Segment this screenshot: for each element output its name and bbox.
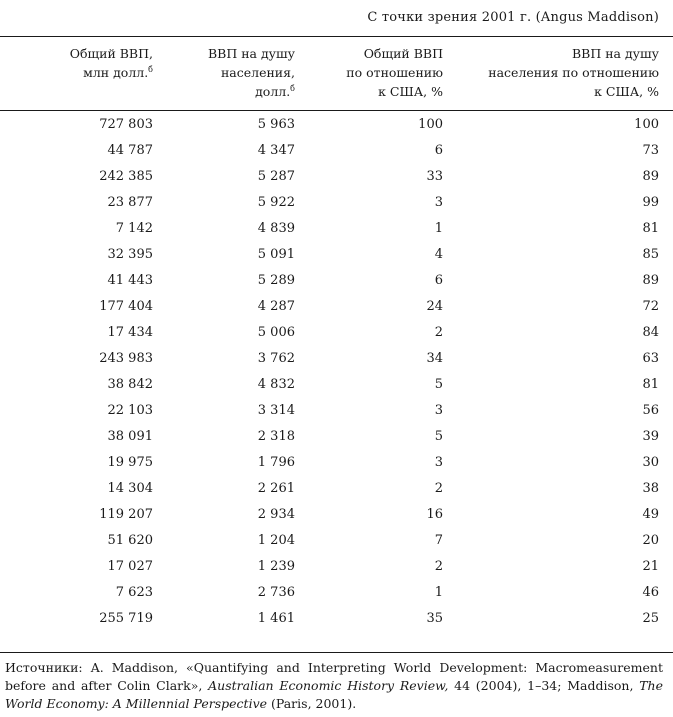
journal-title: Australian Economic History Review, <box>208 678 449 693</box>
header-rule <box>0 110 673 111</box>
table-cell: 84 <box>642 325 659 340</box>
book-title: The World Economy: A Millennial Perspective <box>5 678 664 711</box>
table-cell: 255 719 <box>99 611 153 626</box>
footnote-marker: б <box>290 83 295 93</box>
header-line: к США, % <box>594 84 659 99</box>
header-line: Общий ВВП, <box>69 46 153 61</box>
table-cell: 35 <box>426 611 443 626</box>
table-cell: 21 <box>642 559 659 574</box>
table-cell: 16 <box>426 507 443 522</box>
sources-note <box>5 659 663 713</box>
table-cell: 4 832 <box>257 377 295 392</box>
header-line: по отношению <box>346 65 443 80</box>
table-cell: 5 289 <box>257 273 295 288</box>
table-cell: 23 877 <box>107 195 153 210</box>
top-rule <box>0 36 673 37</box>
table-cell: 22 103 <box>107 403 153 418</box>
table-cell: 1 461 <box>257 611 295 626</box>
table-cell: 100 <box>634 117 659 132</box>
table-cell: 32 395 <box>107 247 153 262</box>
table-cell: 81 <box>642 221 659 236</box>
header-gdp-per-capita <box>208 44 295 101</box>
table-row <box>0 608 673 634</box>
table-cell: 33 <box>426 169 443 184</box>
table-cell: 72 <box>642 299 659 314</box>
table-row <box>0 296 673 322</box>
table-cell: 6 <box>434 143 443 158</box>
header-line-text: долл. <box>255 84 291 99</box>
table-cell: 119 207 <box>99 507 153 522</box>
table-cell: 7 <box>434 533 443 548</box>
table-cell: 3 <box>434 195 443 210</box>
header-line: к США, % <box>378 84 443 99</box>
table-cell: 30 <box>642 455 659 470</box>
table-cell: 1 239 <box>257 559 295 574</box>
table-cell: 727 803 <box>99 117 153 132</box>
table-cell: 19 975 <box>107 455 153 470</box>
table-cell: 2 <box>434 559 443 574</box>
header-line: населения по отношению <box>488 65 659 80</box>
table-cell: 44 787 <box>107 143 153 158</box>
table-cell: 7 623 <box>115 585 153 600</box>
table-cell: 6 <box>434 273 443 288</box>
sources-text: (Paris, 2001). <box>267 696 357 711</box>
table-cell: 85 <box>642 247 659 262</box>
table-row <box>0 530 673 556</box>
table-row <box>0 348 673 374</box>
header-line: ВВП на душу <box>207 46 295 61</box>
table-row <box>0 270 673 296</box>
table-cell: 2 <box>434 481 443 496</box>
table-cell: 3 314 <box>257 403 295 418</box>
table-row <box>0 114 673 140</box>
table-cell: 4 287 <box>257 299 295 314</box>
table-cell: 177 404 <box>99 299 153 314</box>
footnote-marker: б <box>148 64 153 74</box>
table-cell: 56 <box>642 403 659 418</box>
table-cell: 4 347 <box>257 143 295 158</box>
header-line <box>208 82 295 101</box>
header-line: Общий ВВП <box>363 46 443 61</box>
bottom-rule <box>0 652 673 653</box>
table-cell: 5 287 <box>257 169 295 184</box>
table-cell: 5 <box>434 429 443 444</box>
table-cell: 17 434 <box>107 325 153 340</box>
table-cell: 89 <box>642 169 659 184</box>
table-cell: 1 796 <box>257 455 295 470</box>
table-cell: 14 304 <box>107 481 153 496</box>
header-gdp-per-capita-vs-usa <box>488 44 659 101</box>
sources-text: Источники: A. Maddison, «Quantifying and Interpreting World Development: Macromeasurement before and after Colin Clark», <box>5 660 663 693</box>
table-row <box>0 556 673 582</box>
table-row <box>0 400 673 426</box>
table-cell: 38 <box>642 481 659 496</box>
table-cell: 38 091 <box>107 429 153 444</box>
table-row <box>0 244 673 270</box>
table-cell: 1 <box>434 585 443 600</box>
table-cell: 5 091 <box>257 247 295 262</box>
table-cell: 39 <box>642 429 659 444</box>
table-cell: 2 <box>434 325 443 340</box>
table-cell: 25 <box>642 611 659 626</box>
table-cell: 3 <box>434 403 443 418</box>
header-total-gdp <box>70 44 153 82</box>
table-body <box>0 114 673 634</box>
table-cell: 81 <box>642 377 659 392</box>
table-cell: 2 934 <box>257 507 295 522</box>
table-cell: 99 <box>642 195 659 210</box>
table-cell: 41 443 <box>107 273 153 288</box>
sources-text: 44 (2004), 1–34; Maddison, <box>448 678 640 693</box>
table-cell: 5 963 <box>257 117 295 132</box>
header-line <box>70 63 153 82</box>
table-cell: 2 318 <box>257 429 295 444</box>
table-row <box>0 478 673 504</box>
table-cell: 3 762 <box>257 351 295 366</box>
table-cell: 4 <box>434 247 443 262</box>
table-cell: 4 839 <box>257 221 295 236</box>
table-row <box>0 218 673 244</box>
table-cell: 17 027 <box>107 559 153 574</box>
table-cell: 1 <box>434 221 443 236</box>
table-row <box>0 374 673 400</box>
header-line: ВВП на душу <box>571 46 659 61</box>
table-cell: 3 <box>434 455 443 470</box>
table-cell: 5 <box>434 377 443 392</box>
table-cell: 5 922 <box>257 195 295 210</box>
table-row <box>0 452 673 478</box>
table-cell: 2 261 <box>257 481 295 496</box>
table-cell: 5 006 <box>257 325 295 340</box>
table-cell: 1 204 <box>257 533 295 548</box>
table-cell: 243 983 <box>99 351 153 366</box>
header-line-text: млн долл. <box>83 65 149 80</box>
table-cell: 63 <box>642 351 659 366</box>
table-cell: 89 <box>642 273 659 288</box>
table-row <box>0 140 673 166</box>
table-cell: 38 842 <box>107 377 153 392</box>
table-row <box>0 192 673 218</box>
table-cell: 46 <box>642 585 659 600</box>
table-caption: С точки зрения 2001 г. (Angus Maddison) <box>367 10 659 25</box>
table-cell: 24 <box>426 299 443 314</box>
table-row <box>0 504 673 530</box>
table-cell: 2 736 <box>257 585 295 600</box>
table-cell: 100 <box>418 117 443 132</box>
table-cell: 49 <box>642 507 659 522</box>
table-row <box>0 322 673 348</box>
table-cell: 34 <box>426 351 443 366</box>
table-cell: 20 <box>642 533 659 548</box>
table-cell: 73 <box>642 143 659 158</box>
header-line: населения, <box>220 65 295 80</box>
table-cell: 51 620 <box>107 533 153 548</box>
table-row <box>0 582 673 608</box>
table-row <box>0 426 673 452</box>
table-row <box>0 166 673 192</box>
header-total-gdp-vs-usa <box>346 44 443 101</box>
table-cell: 7 142 <box>115 221 153 236</box>
table-cell: 242 385 <box>99 169 153 184</box>
